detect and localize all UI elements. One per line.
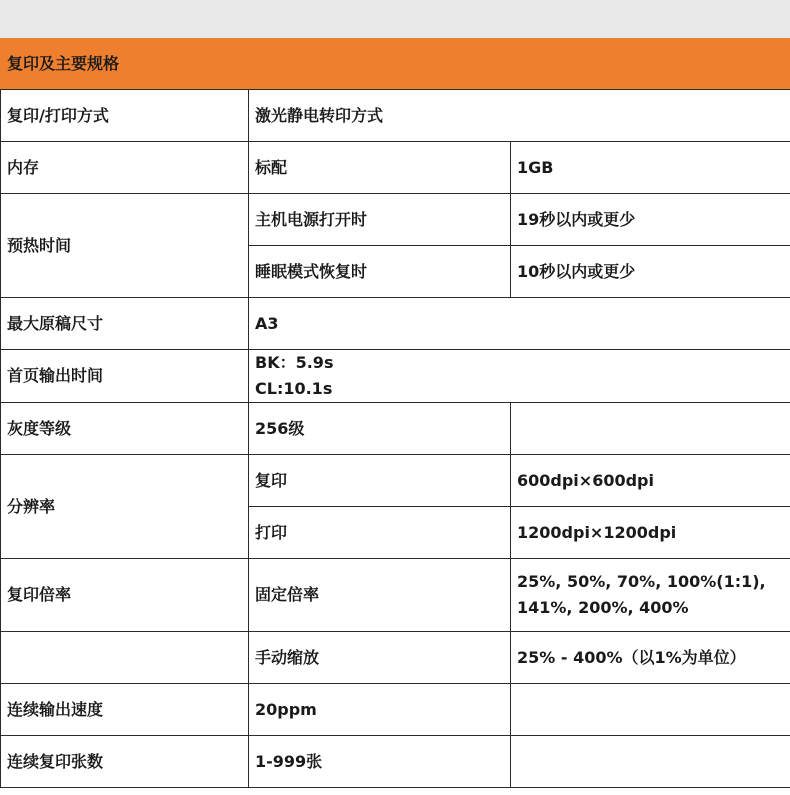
zoom-fixed-line2: 141%, 200%, 400% (517, 598, 689, 617)
row-label-continuous-copies: 连续复印张数 (1, 736, 249, 788)
row-value-copy-print-method: 激光静电转印方式 (249, 90, 790, 142)
empty-cell (511, 684, 790, 736)
row-value-speed: 20ppm (249, 684, 511, 736)
table-header-row (1, 39, 790, 90)
table-row (1, 90, 790, 142)
row-label-warmup: 预热时间 (1, 194, 249, 298)
spec-table (0, 38, 790, 788)
table-title: 复印及主要规格 (1, 39, 790, 90)
row-sub-memory: 标配 (249, 142, 511, 194)
spec-sheet (0, 38, 790, 795)
row-value-first-page (249, 350, 790, 403)
table-row (1, 455, 790, 507)
row-sub-warmup-power-on: 主机电源打开时 (249, 194, 511, 246)
row-sub-zoom-manual: 手动缩放 (249, 632, 511, 684)
row-value-warmup-sleep: 10秒以内或更少 (511, 246, 790, 298)
row-value-gray-levels: 256级 (249, 403, 511, 455)
row-value-warmup-power-on: 19秒以内或更少 (511, 194, 790, 246)
zoom-fixed-line1: 25%, 50%, 70%, 100%(1:1), (517, 572, 766, 591)
row-label-first-page: 首页输出时间 (1, 350, 249, 403)
row-value-zoom-fixed (511, 559, 790, 632)
row-label-max-original: 最大原稿尺寸 (1, 298, 249, 350)
row-sub-resolution-print: 打印 (249, 507, 511, 559)
table-row (1, 632, 790, 684)
table-row (1, 142, 790, 194)
row-label-gray-levels: 灰度等级 (1, 403, 249, 455)
row-label-memory: 内存 (1, 142, 249, 194)
table-row (1, 684, 790, 736)
row-value-continuous-copies: 1-999张 (249, 736, 511, 788)
table-row (1, 350, 790, 403)
row-label-speed: 连续输出速度 (1, 684, 249, 736)
row-sub-zoom-fixed: 固定倍率 (249, 559, 511, 632)
first-page-cl: CL:10.1s (255, 379, 333, 398)
first-page-bk: BK：5.9s (255, 353, 334, 372)
row-sub-resolution-copy: 复印 (249, 455, 511, 507)
row-value-memory: 1GB (511, 142, 790, 194)
empty-cell (511, 403, 790, 455)
row-value-max-original: A3 (249, 298, 790, 350)
table-row (1, 736, 790, 788)
table-row (1, 559, 790, 632)
row-value-resolution-print: 1200dpi×1200dpi (511, 507, 790, 559)
empty-cell (511, 736, 790, 788)
row-sub-warmup-sleep: 睡眠模式恢复时 (249, 246, 511, 298)
empty-cell (1, 632, 249, 684)
table-row (1, 298, 790, 350)
row-value-resolution-copy: 600dpi×600dpi (511, 455, 790, 507)
row-label-copy-print-method: 复印/打印方式 (1, 90, 249, 142)
table-row (1, 403, 790, 455)
row-label-zoom: 复印倍率 (1, 559, 249, 632)
table-row (1, 194, 790, 246)
row-label-resolution: 分辨率 (1, 455, 249, 559)
row-value-zoom-manual: 25% - 400%（以1%为单位） (511, 632, 790, 684)
